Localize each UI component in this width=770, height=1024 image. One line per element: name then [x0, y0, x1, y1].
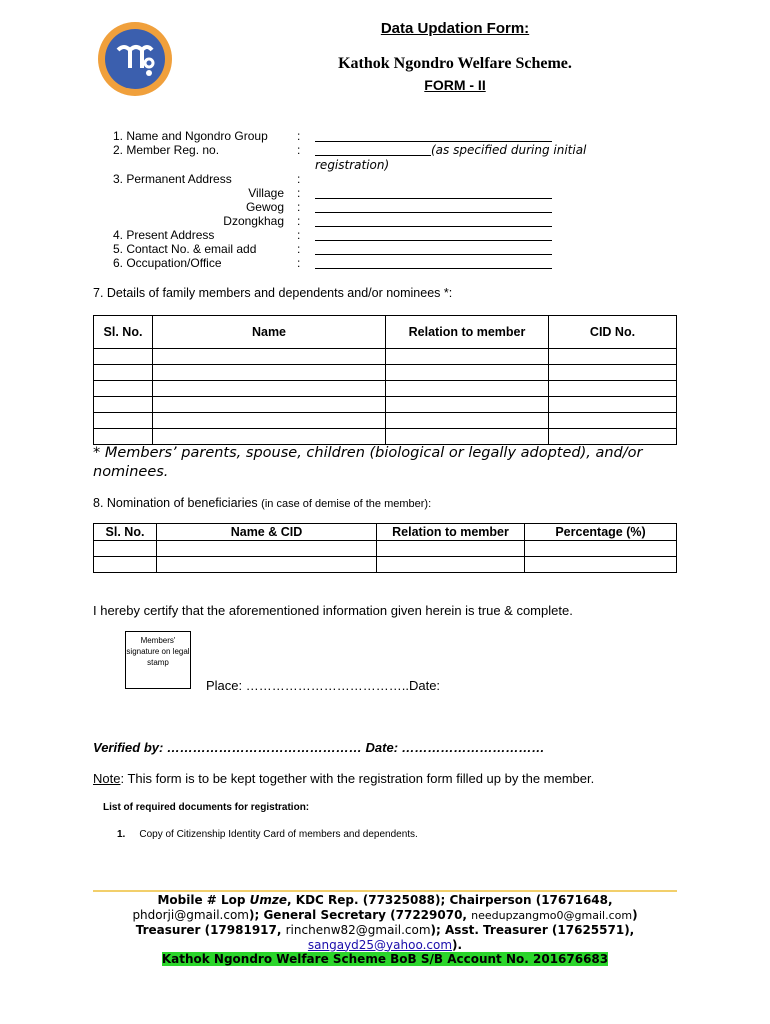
field-colon: :: [297, 129, 301, 143]
scheme-name: Kathok Ngondro Welfare Scheme.: [338, 55, 572, 72]
family-members-footnote: * Members’ parents, spouse, children (biological or legally adopted), and/or nominees.: [93, 445, 643, 480]
name-input-line[interactable]: [315, 132, 552, 142]
table-row: [94, 397, 677, 413]
table-cell[interactable]: [94, 413, 153, 429]
table-cell[interactable]: [153, 413, 386, 429]
footer-text: Mobile # Lop: [157, 893, 250, 907]
table-row: [94, 557, 677, 573]
table-cell[interactable]: [525, 541, 677, 557]
section-8-heading-note: (in case of demise of the member):: [261, 498, 432, 510]
field-colon: :: [297, 242, 301, 256]
table-cell[interactable]: [386, 381, 549, 397]
column-header-percentage: Percentage (%): [525, 524, 677, 541]
asst-treasurer-email-link[interactable]: sangayd25@yahoo.com: [307, 937, 453, 952]
table-cell[interactable]: [94, 429, 153, 445]
field-colon: :: [297, 228, 301, 242]
form-number: FORM - II: [424, 77, 486, 93]
table-cell[interactable]: [386, 349, 549, 365]
village-input-line[interactable]: [315, 189, 552, 199]
contact-input-line[interactable]: [315, 245, 552, 255]
signature-stamp-box[interactable]: Members' signature on legal stamp: [125, 631, 191, 689]
table-row: [94, 429, 677, 445]
table-row: [94, 541, 677, 557]
bank-account-info: Kathok Ngondro Welfare Scheme BoB S/B Account No. 201676683: [161, 952, 609, 966]
footer-line-3: [93, 923, 677, 938]
section-8-heading: [93, 496, 431, 510]
table-cell[interactable]: [153, 429, 386, 445]
field-colon: :: [297, 200, 301, 214]
footer-line-1: [93, 893, 677, 908]
table-cell[interactable]: [386, 397, 549, 413]
table-row: [94, 349, 677, 365]
organization-logo: [96, 20, 174, 98]
column-header-sl-no: Sl. No.: [94, 316, 153, 349]
footer-text: Treasurer (17981917,: [135, 923, 286, 937]
table-cell[interactable]: [157, 557, 377, 573]
footer-text: ); Asst. Treasurer (17625571),: [430, 923, 635, 937]
table-cell[interactable]: [153, 381, 386, 397]
family-members-table: [93, 315, 677, 445]
column-header-cid: CID No.: [549, 316, 677, 349]
table-row: [94, 381, 677, 397]
chairperson-email: phdorji@gmail.com: [132, 907, 249, 922]
secretary-email: needupzangmo0@gmail.com: [471, 908, 633, 922]
table-cell[interactable]: [549, 397, 677, 413]
gewog-input-line[interactable]: [315, 203, 552, 213]
footer-line-5: [93, 952, 677, 967]
doc-text: Copy of Citizenship Identity Card of members and dependents.: [139, 829, 418, 840]
table-cell[interactable]: [94, 397, 153, 413]
table-cell[interactable]: [153, 397, 386, 413]
table-cell[interactable]: [386, 413, 549, 429]
column-header-sl-no: Sl. No.: [94, 524, 157, 541]
field-label-permanent-address: 3. Permanent Address: [113, 172, 232, 186]
table-cell[interactable]: [94, 557, 157, 573]
column-header-name: Name: [153, 316, 386, 349]
field-colon: :: [297, 172, 301, 186]
column-header-name-cid: Name & CID: [157, 524, 377, 541]
form-title: Data Updation Form:: [380, 20, 530, 37]
field-label-contact: 5. Contact No. & email add: [113, 242, 257, 256]
field-colon: :: [297, 143, 301, 157]
table-cell[interactable]: [386, 365, 549, 381]
contact-footer: [93, 893, 677, 967]
required-documents-title: List of required documents for registration:: [103, 802, 310, 813]
table-row: [94, 413, 677, 429]
field-label-occupation: 6. Occupation/Office: [113, 256, 222, 270]
table-cell[interactable]: [549, 365, 677, 381]
footer-text: Umze: [249, 893, 288, 907]
footer-text: ).: [452, 937, 463, 952]
form-note: [93, 771, 594, 786]
table-cell[interactable]: [153, 349, 386, 365]
place-date-line[interactable]: Place: ………………………………..Date:: [206, 678, 441, 693]
table-cell[interactable]: [386, 429, 549, 445]
field-colon: :: [297, 214, 301, 228]
certification-statement: I hereby certify that the aforementioned information given herein is true & complete.: [93, 603, 573, 618]
note-text: : This form is to be kept together with the registration form filled up by the member.: [120, 771, 595, 786]
present-address-input-line[interactable]: [315, 231, 552, 241]
table-cell[interactable]: [525, 557, 677, 573]
footer-line-2: [93, 908, 677, 924]
field-label-gewog: Gewog: [245, 200, 284, 214]
field-colon: :: [297, 256, 301, 270]
reg-no-note: (as specified during initial registration): [315, 143, 587, 172]
field-label-present-address: 4. Present Address: [113, 228, 215, 242]
table-row: [94, 365, 677, 381]
verified-by-line[interactable]: Verified by: ……………………………………… Date: ……………………………: [93, 740, 545, 755]
field-label-village: Village: [248, 186, 284, 200]
table-cell[interactable]: [94, 381, 153, 397]
field-label-name: 1. Name and Ngondro Group: [113, 129, 268, 143]
column-header-relation: Relation to member: [377, 524, 525, 541]
table-cell[interactable]: [153, 365, 386, 381]
note-label: Note: [93, 771, 121, 786]
footer-text: ): [632, 907, 638, 922]
doc-number: 1.: [117, 829, 126, 840]
table-cell[interactable]: [94, 541, 157, 557]
table-cell[interactable]: [549, 381, 677, 397]
footer-text: , KDC Rep. (77325088); Chairperson (17671648,: [287, 893, 613, 907]
required-document-item: [117, 829, 418, 840]
table-cell[interactable]: [549, 349, 677, 365]
beneficiaries-table: [93, 523, 677, 573]
column-header-relation: Relation to member: [386, 316, 549, 349]
table-cell[interactable]: [157, 541, 377, 557]
footer-text: ); General Secretary (77229070,: [249, 907, 472, 922]
field-label-dzongkhag: Dzongkhag: [223, 214, 284, 228]
table-cell[interactable]: [549, 413, 677, 429]
table-cell[interactable]: [377, 557, 525, 573]
footer-line-4: [93, 938, 677, 953]
table-cell[interactable]: [94, 349, 153, 365]
table-cell[interactable]: [377, 541, 525, 557]
field-label-reg-no: 2. Member Reg. no.: [113, 143, 220, 157]
table-cell[interactable]: [94, 365, 153, 381]
table-cell[interactable]: [549, 429, 677, 445]
section-8-heading-main: 8. Nomination of beneficiaries: [93, 496, 258, 510]
footer-divider: [93, 890, 677, 892]
section-7-heading: 7. Details of family members and dependents and/or nominees *:: [93, 286, 453, 300]
dzongkhag-input-line[interactable]: [315, 217, 552, 227]
treasurer-email: rinchenw82@gmail.com: [285, 923, 431, 937]
occupation-input-line[interactable]: [315, 259, 552, 269]
field-colon: :: [297, 186, 301, 200]
